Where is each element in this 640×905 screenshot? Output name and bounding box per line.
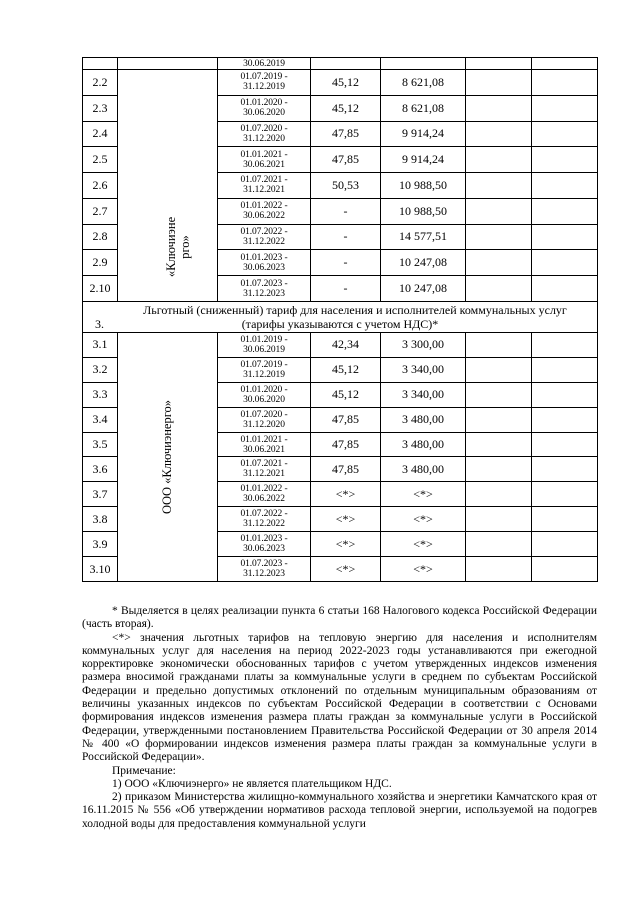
total-value: 3 300,00 <box>381 333 466 358</box>
table-row <box>83 333 598 358</box>
row-number: 2.6 <box>83 173 118 199</box>
period-cell <box>218 147 311 173</box>
total-value: <*> <box>381 557 466 582</box>
total-value: 14 577,51 <box>381 224 466 250</box>
period-start: 01.07.2019 - <box>240 72 288 83</box>
empty-cell <box>466 224 532 250</box>
period-end: 31.12.2021 <box>243 469 285 480</box>
period-end: 30.06.2021 <box>243 159 285 170</box>
period-start: 01.07.2021 - <box>240 175 288 186</box>
org-cell <box>118 58 218 70</box>
empty-cell <box>466 70 532 96</box>
period-start: 01.07.2021 - <box>240 459 288 470</box>
period-end: 30.06.2023 <box>243 262 285 273</box>
total-value: 9 914,24 <box>381 147 466 173</box>
row-number: 3.1 <box>83 333 118 358</box>
table-row <box>83 58 598 70</box>
period-cell <box>218 532 311 557</box>
section-title-line1: Льготный (сниженный) тариф для населения и исполнителей коммунальных услуг <box>143 303 567 317</box>
period-start: 01.01.2022 - <box>240 484 288 495</box>
period-end: 30.06.2022 <box>243 494 285 505</box>
period-end: 30.06.2022 <box>243 211 285 222</box>
period-cell <box>218 250 311 276</box>
period-end: 31.12.2023 <box>243 288 285 299</box>
tariff-value: 45,12 <box>311 382 381 407</box>
tariff-value: - <box>311 224 381 250</box>
tariff-value: <*> <box>311 532 381 557</box>
tariff-value: <*> <box>311 482 381 507</box>
period-end: 31.12.2019 <box>243 82 285 93</box>
period-end: 30.06.2020 <box>243 108 285 119</box>
empty-cell <box>381 58 466 70</box>
empty-cell <box>532 557 598 582</box>
notes-block <box>82 605 597 831</box>
tariff-value: 42,34 <box>311 333 381 358</box>
total-value: 9 914,24 <box>381 121 466 147</box>
row-number: 3.2 <box>83 357 118 382</box>
period-start: 01.01.2021 - <box>240 149 288 160</box>
total-value: <*> <box>381 507 466 532</box>
row-number: 3.10 <box>83 557 118 582</box>
total-value: <*> <box>381 532 466 557</box>
period-cell <box>218 276 311 302</box>
row-number: 3.3 <box>83 382 118 407</box>
empty-cell <box>466 557 532 582</box>
section-header <box>83 302 598 333</box>
table-row <box>83 70 598 96</box>
empty-cell <box>466 382 532 407</box>
period-cell <box>218 507 311 532</box>
empty-cell <box>532 224 598 250</box>
section-title-line2: (тарифы указываются с учетом НДС)* <box>241 317 439 331</box>
tariff-value: 47,85 <box>311 457 381 482</box>
row-number: 2.10 <box>83 276 118 302</box>
period-start: 01.01.2021 - <box>240 434 288 445</box>
period-cell <box>218 173 311 199</box>
section-row <box>83 302 598 333</box>
total-value: 10 988,50 <box>381 198 466 224</box>
section-number: 3. <box>95 317 104 331</box>
empty-cell <box>532 507 598 532</box>
tariff-value: - <box>311 276 381 302</box>
row-number: 2.2 <box>83 70 118 96</box>
row-number: 3.7 <box>83 482 118 507</box>
org-name-cell <box>118 333 218 582</box>
period-cell <box>218 557 311 582</box>
empty-cell <box>532 173 598 199</box>
period-start: 01.01.2023 - <box>240 534 288 545</box>
row-number: 2.9 <box>83 250 118 276</box>
footnote-angle-star: <*> значения льготных тарифов на тепловую энергию для населения и исполнителям коммунальных услуг для населения на период 2022-2023 годы устанавливаются при ежегодной корректировке экономически обоснованных тарифов с учетом утвержденных индексов изменения размера вносимой гражданами платы за коммунальные услуги в среднем по субъектам Российской Федерации и предельно допустимых отклонений по отдельным муниципальным образованиям от величины указанных индексов по субъектам Российской Федерации в соответствии с Основами формирования индексов изменения размера платы граждан за коммунальные услуги в Российской Федерации, утвержденными постановлением Правительства Российской Федерации от 30 апреля 2014 № 400 «О формировании индексов изменения размера платы граждан за коммунальные услуги в Российской Федерации». <box>82 631 597 764</box>
tariff-value: 45,12 <box>311 357 381 382</box>
remark-item-2: 2) приказом Министерства жилищно-коммунального хозяйства и энергетики Камчатского края от 16.11.2015 № 556 «Об утверждении нормативов расхода тепловой энергии, используемой на подогрев холодной воды для предоставления коммунальной услуги <box>82 791 597 830</box>
total-value: 3 480,00 <box>381 407 466 432</box>
remark-title: Примечание: <box>112 764 176 777</box>
period-start: 01.07.2022 - <box>240 509 288 520</box>
empty-cell <box>532 333 598 358</box>
period-start: 01.07.2023 - <box>240 559 288 569</box>
tariff-value: 45,12 <box>311 70 381 96</box>
empty-cell <box>532 58 598 70</box>
tariff-value: <*> <box>311 507 381 532</box>
total-value: 3 340,00 <box>381 357 466 382</box>
empty-cell <box>532 147 598 173</box>
row-number: 2.3 <box>83 95 118 121</box>
tariff-value: <*> <box>311 557 381 582</box>
remark-item-1: 1) ООО «Ключиэнерго» не является плательщиком НДС. <box>112 777 392 790</box>
empty-cell <box>466 58 532 70</box>
period-start: 01.01.2020 - <box>240 384 288 395</box>
period-cell <box>218 224 311 250</box>
period-end: 30.06.2023 <box>243 544 285 555</box>
empty-cell <box>532 198 598 224</box>
tariff-value: 47,85 <box>311 121 381 147</box>
period-cell <box>218 121 311 147</box>
empty-cell <box>466 250 532 276</box>
period-end: 30.06.2020 <box>243 394 285 405</box>
row-number: 3.5 <box>83 432 118 457</box>
row-number: 2.4 <box>83 121 118 147</box>
empty-cell <box>532 532 598 557</box>
empty-cell <box>466 276 532 302</box>
period-end: 30.06.2019 <box>243 344 285 355</box>
empty-cell <box>466 432 532 457</box>
row-number: 2.5 <box>83 147 118 173</box>
empty-cell <box>466 95 532 121</box>
period-start: 01.07.2019 - <box>240 359 288 370</box>
empty-cell <box>466 482 532 507</box>
tariff-value: 50,53 <box>311 173 381 199</box>
period-cell <box>218 333 311 358</box>
empty-cell <box>466 198 532 224</box>
empty-cell <box>532 95 598 121</box>
total-value: 8 621,08 <box>381 95 466 121</box>
tariff-value: 45,12 <box>311 95 381 121</box>
period-cell <box>218 457 311 482</box>
row-number: 3.4 <box>83 407 118 432</box>
row-number: 2.8 <box>83 224 118 250</box>
period-start: 01.07.2020 - <box>240 123 288 134</box>
period-start: 01.07.2022 - <box>240 226 288 237</box>
empty-cell <box>532 121 598 147</box>
period-cell <box>218 382 311 407</box>
footnote-star: * Выделяется в целях реализации пункта 6 статьи 168 Налогового кодекса Российской Федерации (часть вторая). <box>82 605 597 631</box>
total-value: 10 247,08 <box>381 276 466 302</box>
org-name-cell <box>118 70 218 302</box>
row-number: 2.7 <box>83 198 118 224</box>
period-start: 01.07.2020 - <box>240 409 288 420</box>
total-value: 8 621,08 <box>381 70 466 96</box>
empty-cell <box>532 357 598 382</box>
period-end: 31.12.2022 <box>243 519 285 530</box>
total-value: <*> <box>381 482 466 507</box>
tariff-value: 47,85 <box>311 432 381 457</box>
total-value: 10 247,08 <box>381 250 466 276</box>
total-value: 10 988,50 <box>381 173 466 199</box>
total-value: 3 340,00 <box>381 382 466 407</box>
period-start: 01.01.2022 - <box>240 201 288 212</box>
empty-cell <box>532 250 598 276</box>
period-cell <box>218 357 311 382</box>
period-cell <box>218 482 311 507</box>
total-value: 3 480,00 <box>381 432 466 457</box>
empty-cell <box>532 482 598 507</box>
row-number <box>83 58 118 70</box>
period-cell <box>218 95 311 121</box>
period-start: 01.01.2023 - <box>240 252 288 263</box>
period-end: 31.12.2023 <box>243 569 285 579</box>
period-end: 31.12.2022 <box>243 236 285 247</box>
tariff-value: 47,85 <box>311 147 381 173</box>
org-name: ООО «Ключиэнерго» <box>160 399 175 515</box>
period-end: 30.06.2021 <box>243 444 285 455</box>
empty-cell <box>466 333 532 358</box>
empty-cell <box>532 407 598 432</box>
row-number: 3.8 <box>83 507 118 532</box>
empty-cell <box>466 357 532 382</box>
empty-cell <box>466 532 532 557</box>
empty-cell <box>532 382 598 407</box>
period-start: 01.01.2019 - <box>240 334 288 345</box>
empty-cell <box>532 70 598 96</box>
period-start: 01.01.2020 - <box>240 98 288 109</box>
period-start: 01.07.2023 - <box>240 278 288 289</box>
empty-cell <box>466 147 532 173</box>
total-value: 3 480,00 <box>381 457 466 482</box>
period-cell <box>218 432 311 457</box>
empty-cell <box>466 507 532 532</box>
empty-cell <box>466 407 532 432</box>
empty-cell <box>466 173 532 199</box>
empty-cell <box>466 121 532 147</box>
period-end: 31.12.2020 <box>243 133 285 144</box>
empty-cell <box>532 457 598 482</box>
row-number: 3.9 <box>83 532 118 557</box>
period-end: 31.12.2019 <box>243 369 285 380</box>
empty-cell <box>466 457 532 482</box>
empty-cell <box>311 58 381 70</box>
tariff-table <box>82 57 598 582</box>
period-cell <box>218 407 311 432</box>
period-end: 31.12.2021 <box>243 185 285 196</box>
period-cell <box>218 70 311 96</box>
period-cell <box>218 198 311 224</box>
empty-cell <box>532 276 598 302</box>
org-name: «Ключиэне рго» <box>164 216 193 278</box>
tariff-value: - <box>311 250 381 276</box>
period-cell: 30.06.2019 <box>218 58 311 70</box>
empty-cell <box>532 432 598 457</box>
tariff-value: 47,85 <box>311 407 381 432</box>
row-number: 3.6 <box>83 457 118 482</box>
period-end: 31.12.2020 <box>243 419 285 430</box>
tariff-value: - <box>311 198 381 224</box>
